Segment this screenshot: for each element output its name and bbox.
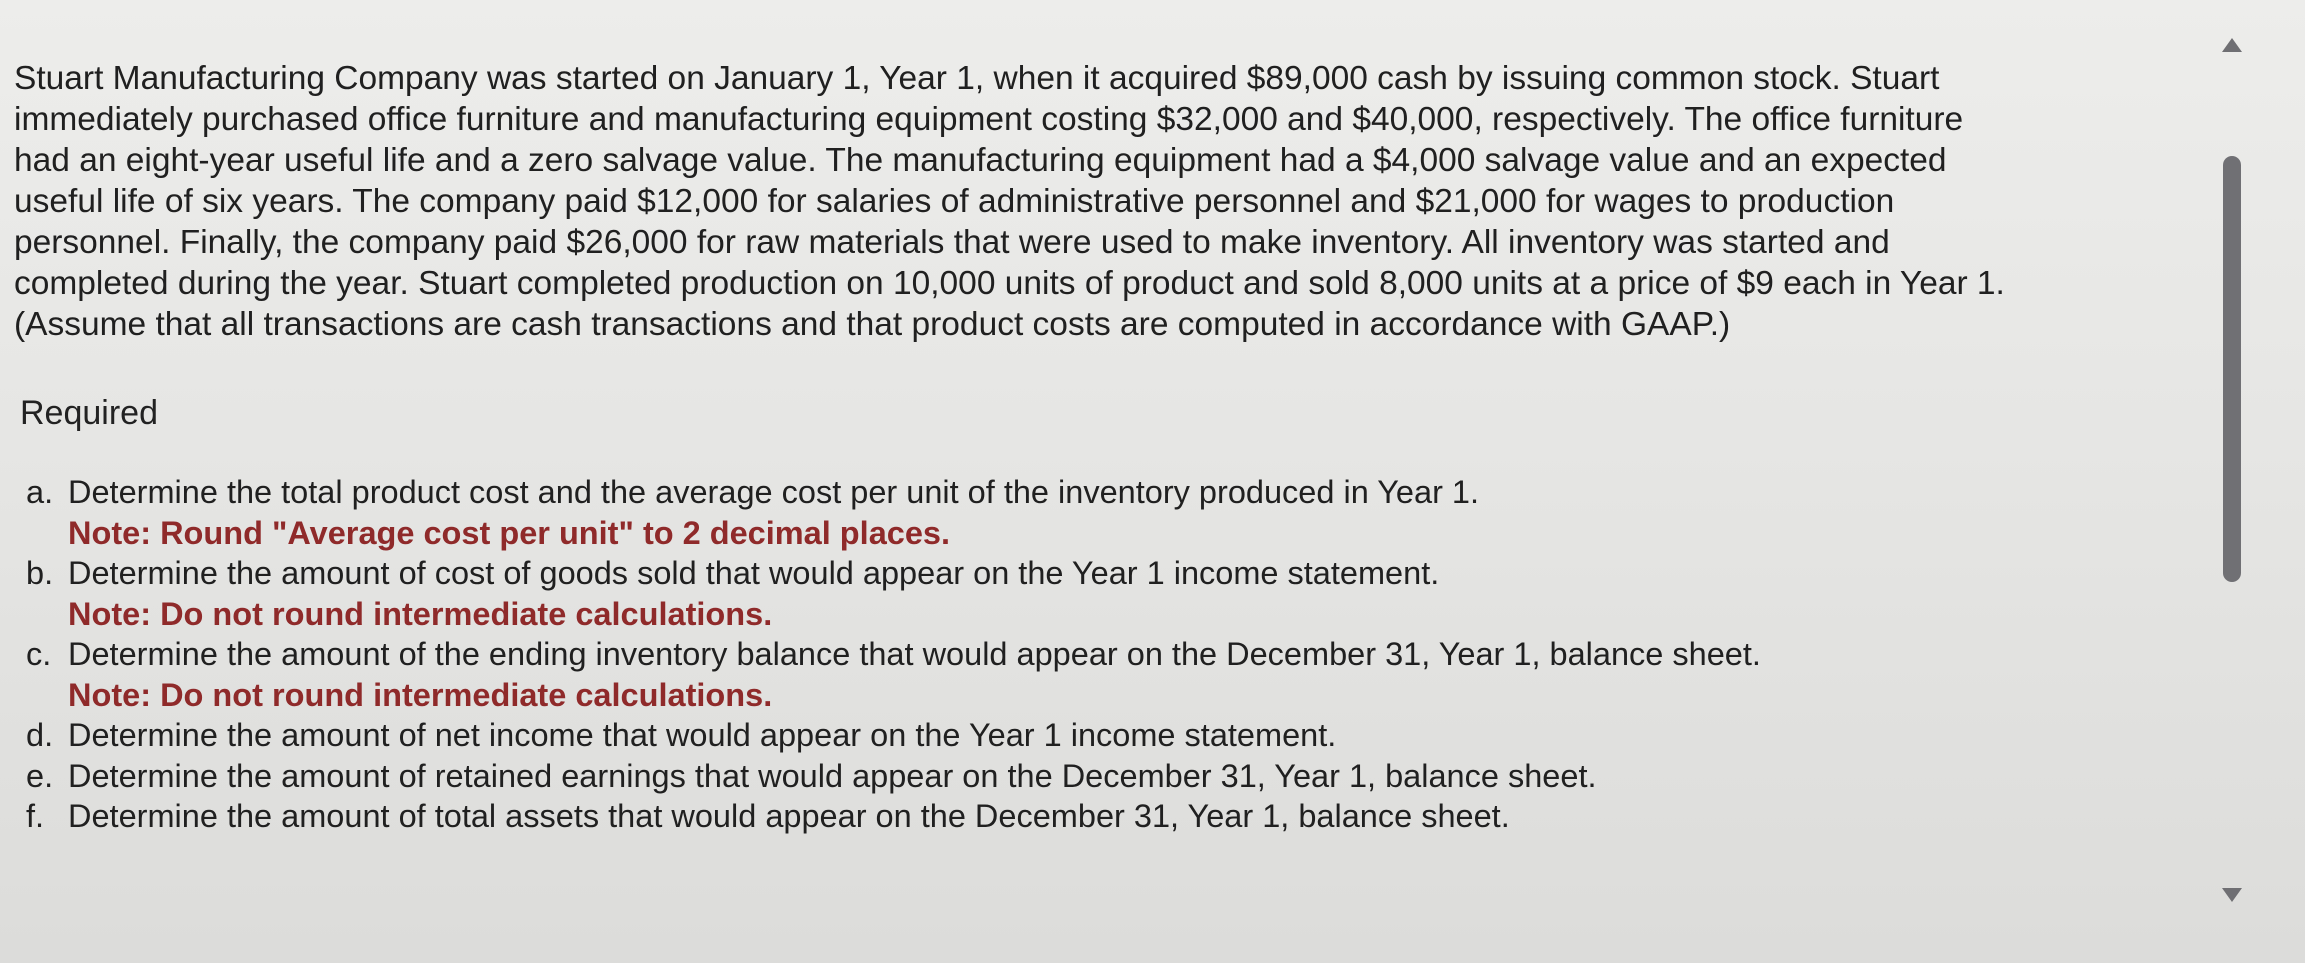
question-e [26,756,1761,797]
question-text: Determine the amount of total assets that would appear on the December 31, Year 1, balance sheet. [68,798,1510,834]
question-letter: d. [26,717,54,753]
question-note: Note: Round "Average cost per unit" to 2 decimal places. [68,514,951,551]
question-list [26,472,1761,837]
question-text: Determine the amount of net income that would appear on the Year 1 income statement. [68,717,1337,753]
problem-content [14,58,2214,345]
intro-line: immediately purchased office furniture and manufacturing equipment costing $32,000 and $40,000, respectively. The office furniture [14,101,1964,138]
triangle-down-icon[interactable] [2222,888,2242,902]
question-letter: c. [26,636,52,672]
intro-line: (Assume that all transactions are cash transactions and that product costs are computed in accordance with GAAP.) [14,306,1731,343]
question-note: Note: Do not round intermediate calculations. [68,595,773,632]
question-text: Determine the total product cost and the average cost per unit of the inventory produced in Year 1. [68,474,1480,510]
intro-line: had an eight-year useful life and a zero salvage value. The manufacturing equipment had a $4,000 salvage value and an expected [14,142,1947,179]
intro-line: Stuart Manufacturing Company was started on January 1, Year 1, when it acquired $89,000 cash by issuing common stock. Stuart [14,60,1940,97]
question-f [26,796,1761,837]
question-letter: e. [26,757,54,794]
question-text: Determine the amount of retained earnings that would appear on the December 31, Year 1, balance sheet. [68,757,1597,794]
question-letter: f. [26,798,45,834]
question-c [26,634,1761,715]
question-text: Determine the amount of the ending inventory balance that would appear on the December 31, Year 1, balance sheet. [68,636,1761,672]
intro-line: personnel. Finally, the company paid $26,000 for raw materials that were used to make inventory. All inventory was started and [14,224,1890,261]
question-letter: b. [26,555,54,591]
question-note: Note: Do not round intermediate calculations. [68,676,773,713]
question-letter: a. [26,474,54,510]
question-a [26,472,1761,553]
question-b [26,553,1761,634]
question-text: Determine the amount of cost of goods sold that would appear on the Year 1 income statement. [68,555,1440,591]
intro-line: completed during the year. Stuart completed production on 10,000 units of product and sold 8,000 units at a price of $9 each in Year 1. [14,265,2005,302]
required-heading: Required [20,394,158,432]
triangle-up-icon[interactable] [2222,38,2242,52]
question-d [26,715,1761,756]
scrollbar-thumb[interactable] [2223,156,2241,582]
intro-line: useful life of six years. The company paid $12,000 for salaries of administrative personnel and $21,000 for wages to production [14,183,1895,220]
problem-intro [14,58,2214,345]
vertical-scrollbar[interactable] [2212,20,2252,920]
